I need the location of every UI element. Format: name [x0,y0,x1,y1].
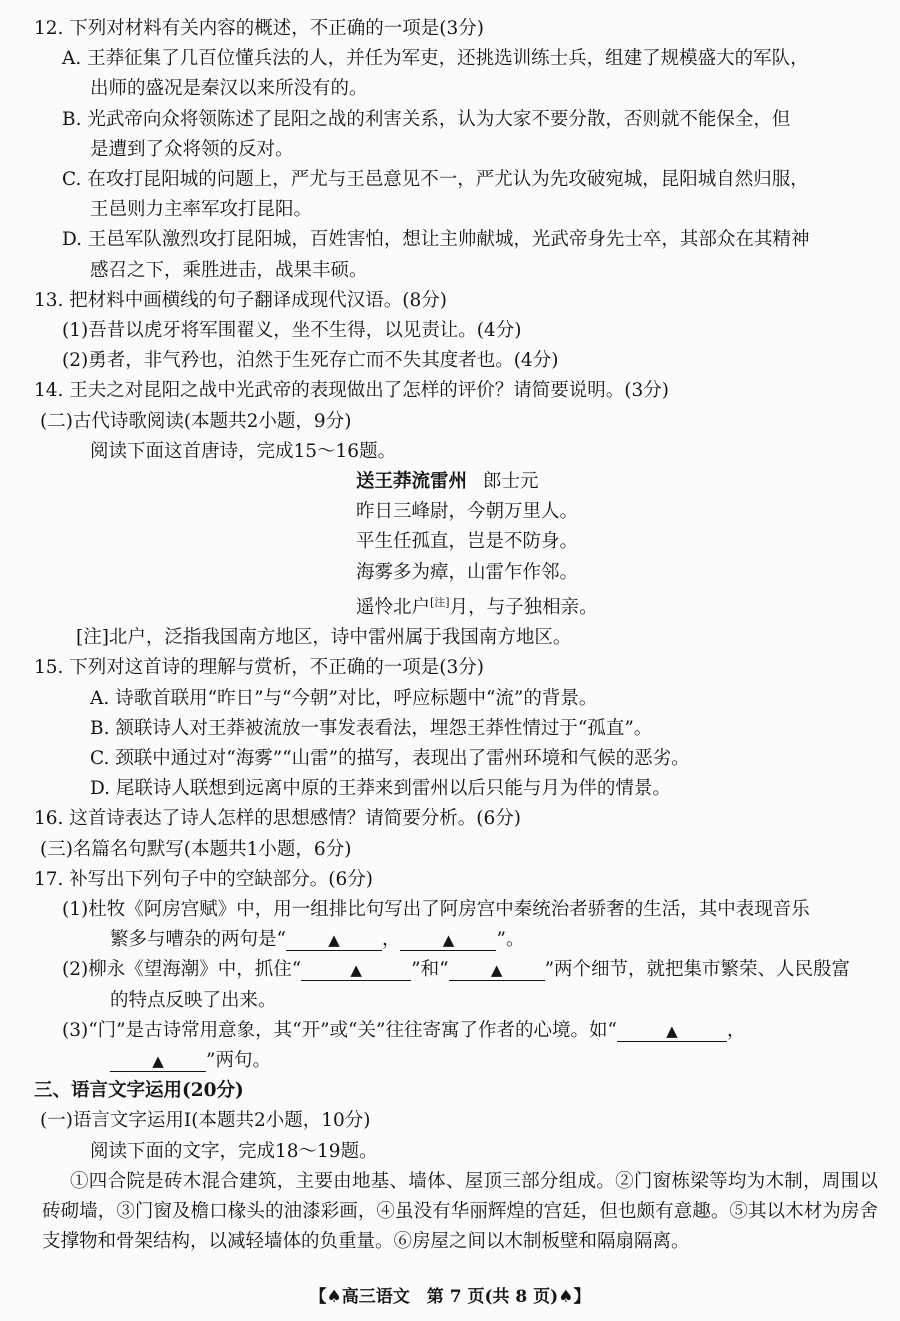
triangle-icon: ▲ [442,931,455,950]
part-3-intro: 阅读下面的文字，完成18～19题。 [90,1140,378,1162]
q15-option-b: B. 颔联诗人对王莽被流放一事发表看法，埋怨王莽性情过于“孤直”。 [90,717,653,739]
poem-line-4-end: 月，与子独相亲。 [449,597,598,619]
answer-blank-3[interactable] [301,960,411,981]
q17-item-2-line2: 的特点反映了出来。 [110,989,277,1011]
poem-title: 送王莽流雷州 [356,471,468,493]
triangle-icon: ▲ [152,1052,164,1071]
poem-title-line [34,467,874,497]
poem-note-marker: [注] [430,595,450,609]
q12-option-a-line2: 出师的盛况是秦汉以来所没有的。 [90,78,368,100]
footer-bracket-close: 】 [573,1287,591,1307]
q17-item-1-comma: ， [381,929,401,951]
poem-line-1: 昨日三峰尉，今朝万里人。 [356,501,579,523]
triangle-icon: ▲ [490,961,503,980]
poem-line-4-start: 遥怜北户 [356,597,431,619]
q16-stem: 16. 这首诗表达了诗人怎样的思想感情？请简要分析。(6分) [34,808,522,830]
footer-bracket-open: 【 [309,1287,327,1307]
q13-sentence-1: (1)吾昔以虎牙将军围翟义，坐不生得，以见责让。(4分) [62,320,522,342]
poem-line-3: 海雾多为瘴，山雷乍作邻。 [356,561,579,583]
poem-line-4 [34,588,874,623]
q12-stem: 12. 下列对材料有关内容的概述，不正确的一项是(3分) [34,18,485,39]
answer-blank-4[interactable] [449,960,545,981]
q17-item-1-suffix: ”。 [496,929,525,951]
triangle-icon: ▲ [350,961,362,980]
q17-item-2-middle: ”和“ [411,959,449,981]
q15-option-a: A. 诗歌首联用“昨日”与“今朝”对比，呼应标题中“流”的背景。 [90,687,598,709]
section-2-heading: (二)古代诗歌阅读(本题共2小题，9分) [40,410,352,432]
triangle-icon: ▲ [666,1021,678,1040]
answer-blank-5[interactable] [617,1021,727,1042]
q15-stem: 15. 下列对这首诗的理解与赏析，不正确的一项是(3分) [34,657,485,679]
q12-option-d-line2: 感召之下，乘胜进击，战果丰硕。 [90,259,368,281]
answer-blank-1[interactable] [286,930,382,951]
part-3-subheading: (一)语言文字运用Ⅰ(本题共2小题，10分) [40,1110,371,1132]
q17-item-3-line1 [34,1016,874,1046]
answer-blank-6[interactable] [110,1051,206,1072]
q12-option-c-line2: 王邑则力主率军攻打昆阳。 [90,199,313,221]
section-2-intro: 阅读下面这首唐诗，完成15～16题。 [90,440,397,462]
q13-sentence-2: (2)勇者，非气矜也，泊然于生死存亡而不失其度者也。(4分) [62,350,559,372]
part-3-heading: 三、语言文字运用(20分) [34,1080,244,1102]
q17-item-3-prefix: (3)“门”是古诗常用意象，其“开”或“关”往往寄寓了作者的心境。如“ [62,1019,617,1041]
q12-option-c-line1: C. 在攻打昆阳城的问题上，严尤与王邑意见不一，严尤认为先攻破宛城，昆阳城自然归服， [62,169,809,191]
page-footer [0,1282,900,1307]
q14-stem: 14. 王夫之对昆阳之战中光武帝的表现做出了怎样的评价？请简要说明。(3分) [34,380,670,402]
spade-icon: ♠ [326,1287,342,1307]
q12-option-a-line1: A. 王莽征集了几百位懂兵法的人，并任为军吏，还挑选训练士兵，组建了规模盛大的军队， [62,48,809,70]
q17-item-2-line1 [34,955,874,985]
q17-item-3-line2 [34,1046,874,1076]
q15-option-c: C. 颈联中通过对“海雾”“山雷”的描写，表现出了雷州环境和气候的恶劣。 [90,748,690,770]
q12-option-b-line2: 是遭到了众将领的反对。 [90,138,294,160]
q17-stem: 17. 补写出下列句子中的空缺部分。(6分) [34,868,374,890]
q15-option-d: D. 尾联诗人联想到远离中原的王莽来到雷州以后只能与月为伴的情景。 [90,778,671,800]
spade-icon: ♠ [558,1287,574,1307]
footer-text: 高三语文 第 7 页(共 8 页) [341,1287,559,1307]
q17-item-3-comma: ， [726,1019,746,1041]
q13-stem: 13. 把材料中画横线的句子翻译成现代汉语。(8分) [34,289,448,311]
q17-item-1-prefix: 繁多与嘈杂的两句是“ [110,929,286,951]
poem-author: 郎士元 [483,471,539,493]
triangle-icon: ▲ [328,931,340,950]
q17-item-2-prefix: (2)柳永《望海潮》中，抓住“ [62,959,302,981]
answer-blank-2[interactable] [400,930,496,951]
q12-option-b-line1: B. 光武帝向众将领陈述了昆阳之战的利害关系，认为大家不要分散，否则就不能保全，但 [62,108,791,130]
poem-note: [注]北户，泛指我国南方地区，诗中雷州属于我国南方地区。 [76,627,572,649]
q17-item-1-line1: (1)杜牧《阿房宫赋》中，用一组排比句写出了阿房宫中秦统治者骄奢的生活，其中表现音乐 [62,899,810,921]
poem-line-2: 平生任孤直，岂是不防身。 [356,531,579,553]
q17-item-1-line2 [34,925,874,955]
q12-option-d-line1: D. 王邑军队激烈攻打昆阳城，百姓害怕，想让主帅献城，光武帝身先士卒，其部众在其精神 [62,229,810,251]
section-3-heading: (三)名篇名句默写(本题共1小题，6分) [40,838,352,860]
q17-item-3-suffix: ”两句。 [206,1050,271,1072]
q17-item-2-suffix: ”两个细节，就把集市繁荣、人民殷富 [544,959,851,981]
part-3-passage: ①四合院是砖木混合建筑，主要由地基、墙体、屋顶三部分组成。②门窗栋梁等均为木制，周围以砖砌墙，③门窗及檐口椽头的油漆彩画，④虽没有华丽辉煌的宫廷，但也颇有意趣。⑤其以木材为房舍支撑物和骨架结构，以减轻墙体的负重量。⑥房屋之间以木制板壁和隔扇隔离。 [42,1170,878,1253]
